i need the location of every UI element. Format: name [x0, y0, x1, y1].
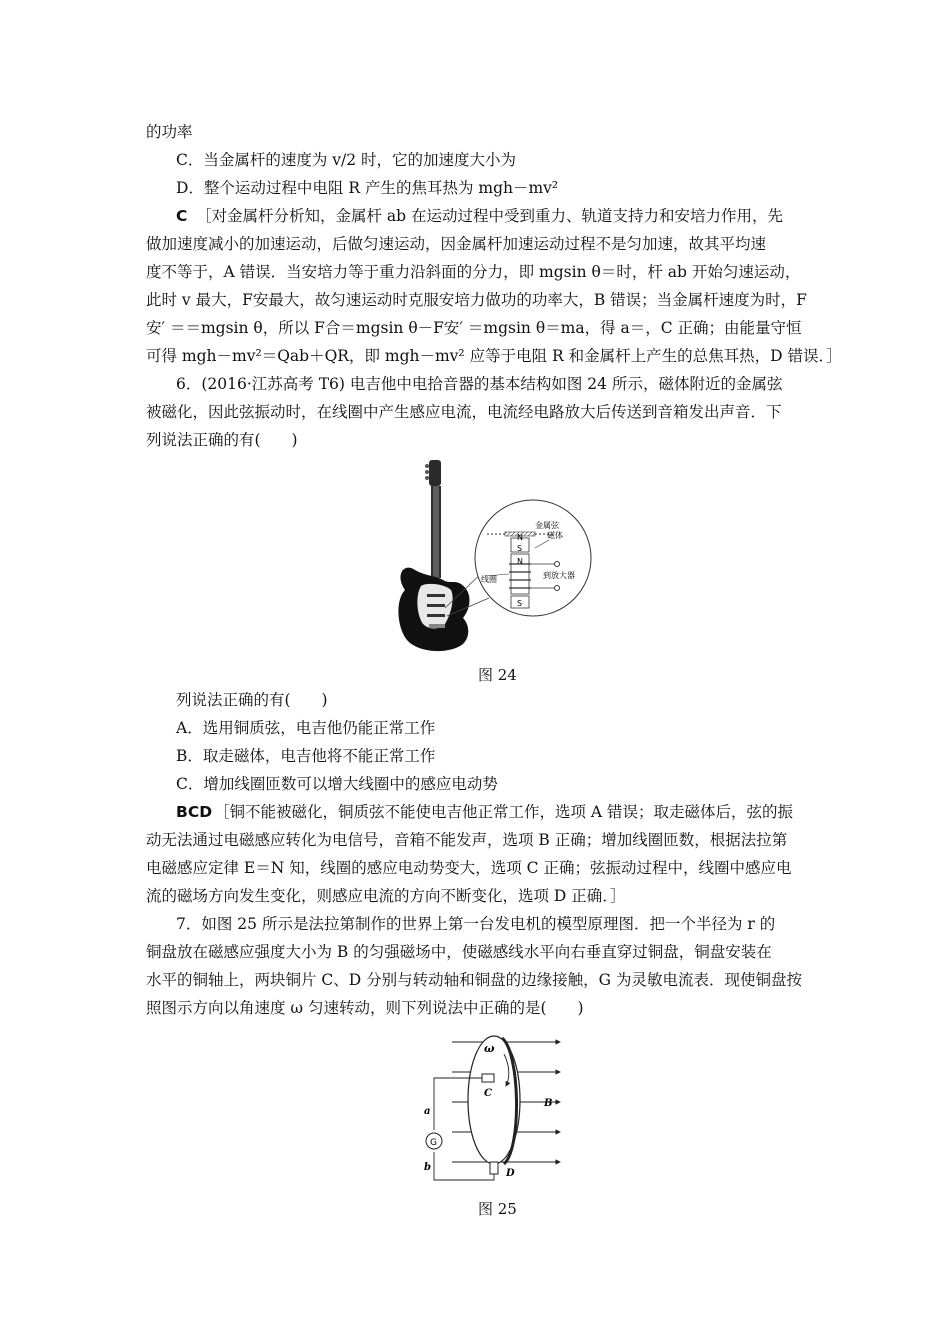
answer-label: C [176, 207, 188, 225]
question-line: 照图示方向以角速度 ω 匀速转动，则下列说法中正确的是( ) [146, 999, 584, 1017]
label-metal-string: 金属弦 [535, 521, 559, 530]
faraday-disk-figure [412, 1022, 582, 1192]
explanation-line: 动无法通过电磁感应转化为电信号，音箱不能发声，选项 B 正确；增加线圈匝数，根据法拉第 [146, 831, 788, 849]
question-line: 列说法正确的有( ) [146, 431, 298, 449]
option-d: C．增加线圈匝数可以增大线圈中的感应电动势 [176, 775, 498, 793]
label-s-bottom: S [517, 599, 523, 608]
label-a: a [424, 1106, 431, 1117]
explanation-line: 电磁感应定律 E＝N 知，线圈的感应电动势变大，选项 C 正确；弦振动过程中，线圈中感应电 [146, 859, 792, 877]
question-6: 6．(2016·江苏高考 T6) 电吉他中电拾音器的基本结构如图 24 所示，磁体附近的金属弦 [176, 375, 783, 393]
label-omega: ω [484, 1042, 495, 1055]
question-line: 水平的铜轴上，两块铜片 C、D 分别与转动轴和铜盘的边缘接触，G 为灵敏电流表．现使铜盘按 [146, 971, 802, 989]
figure-24-caption: 图 24 [478, 666, 517, 684]
option-c: B．取走磁体，电吉他将不能正常工作 [176, 747, 436, 765]
label-s-top: S [517, 544, 523, 553]
explanation-line: 此时 v 最大，F安最大，故匀速运动时克服安培力做功的功率大，B 错误；当金属杆速度为时，F [146, 291, 807, 309]
question-line: 被磁化，因此弦振动时，在线圈中产生感应电流，电流经电路放大后传送到音箱发出声音．下 [146, 403, 782, 421]
text-line: 的功率 [146, 123, 193, 141]
label-magnet: 磁体 [547, 531, 563, 540]
option-b: A．选用铜质弦，电吉他仍能正常工作 [176, 719, 436, 737]
question-7: 7．如图 25 所示是法拉第制作的世界上第一台发电机的模型原理图．把一个半径为 r 的 [176, 915, 776, 933]
label-n-bottom: N [517, 557, 523, 566]
label-b-wire: b [424, 1162, 431, 1173]
label-g: G [430, 1138, 437, 1148]
explanation-line: 安′ ＝＝mgsin θ，所以 F合＝mgsin θ－F安′ ＝mgsin θ＝ma，得 a＝，C 正确；由能量守恒 [146, 319, 802, 337]
option-a: 列说法正确的有( ) [176, 691, 328, 709]
label-c: C [484, 1088, 492, 1099]
explanation-line: ［铜不能被磁化，铜质弦不能使电吉他正常工作，选项 A 错误；取走磁体后，弦的振 [214, 803, 794, 821]
label-amplifier: 到放大器 [543, 571, 575, 580]
option-d: D．整个运动过程中电阻 R 产生的焦耳热为 mgh－mv² [176, 179, 559, 197]
explanation-line: ［对金属杆分析知，金属杆 ab 在运动过程中受到重力、轨道支持力和安培力作用，先 [196, 207, 784, 225]
option-c: C．当金属杆的速度为 v/2 时，它的加速度大小为 [176, 151, 517, 169]
label-coil: 线圈 [481, 575, 497, 584]
explanation-line: 可得 mgh－mv²＝Qab＋QR，即 mgh－mv² 应等于电阻 R 和金属杆上产生的总焦耳热，D 错误．］ [146, 347, 842, 365]
headstock [429, 460, 441, 486]
guitar-figure [385, 458, 615, 658]
pickup-inset [475, 500, 591, 616]
label-n-top: N [517, 533, 523, 542]
answer-label: BCD [176, 803, 213, 821]
explanation-line: 度不等于，A 错误．当安培力等于重力沿斜面的分力，即 mgsin θ＝时，杆 ab 开始匀速运动， [146, 263, 801, 281]
explanation-line: 做加速度减小的加速运动，后做匀速运动，因金属杆加速运动过程不是匀加速，故其平均速 [146, 235, 767, 253]
explanation-line: 流的磁场方向发生变化，则感应电流的方向不断变化，选项 D 正确．］ [146, 887, 626, 905]
label-d: D [506, 1168, 515, 1179]
question-line: 铜盘放在磁感应强度大小为 B 的匀强磁场中，使磁感线水平向右垂直穿过铜盘，铜盘安装在 [146, 943, 772, 961]
figure-25-caption: 图 25 [478, 1200, 517, 1218]
label-b-field: B [544, 1098, 553, 1109]
